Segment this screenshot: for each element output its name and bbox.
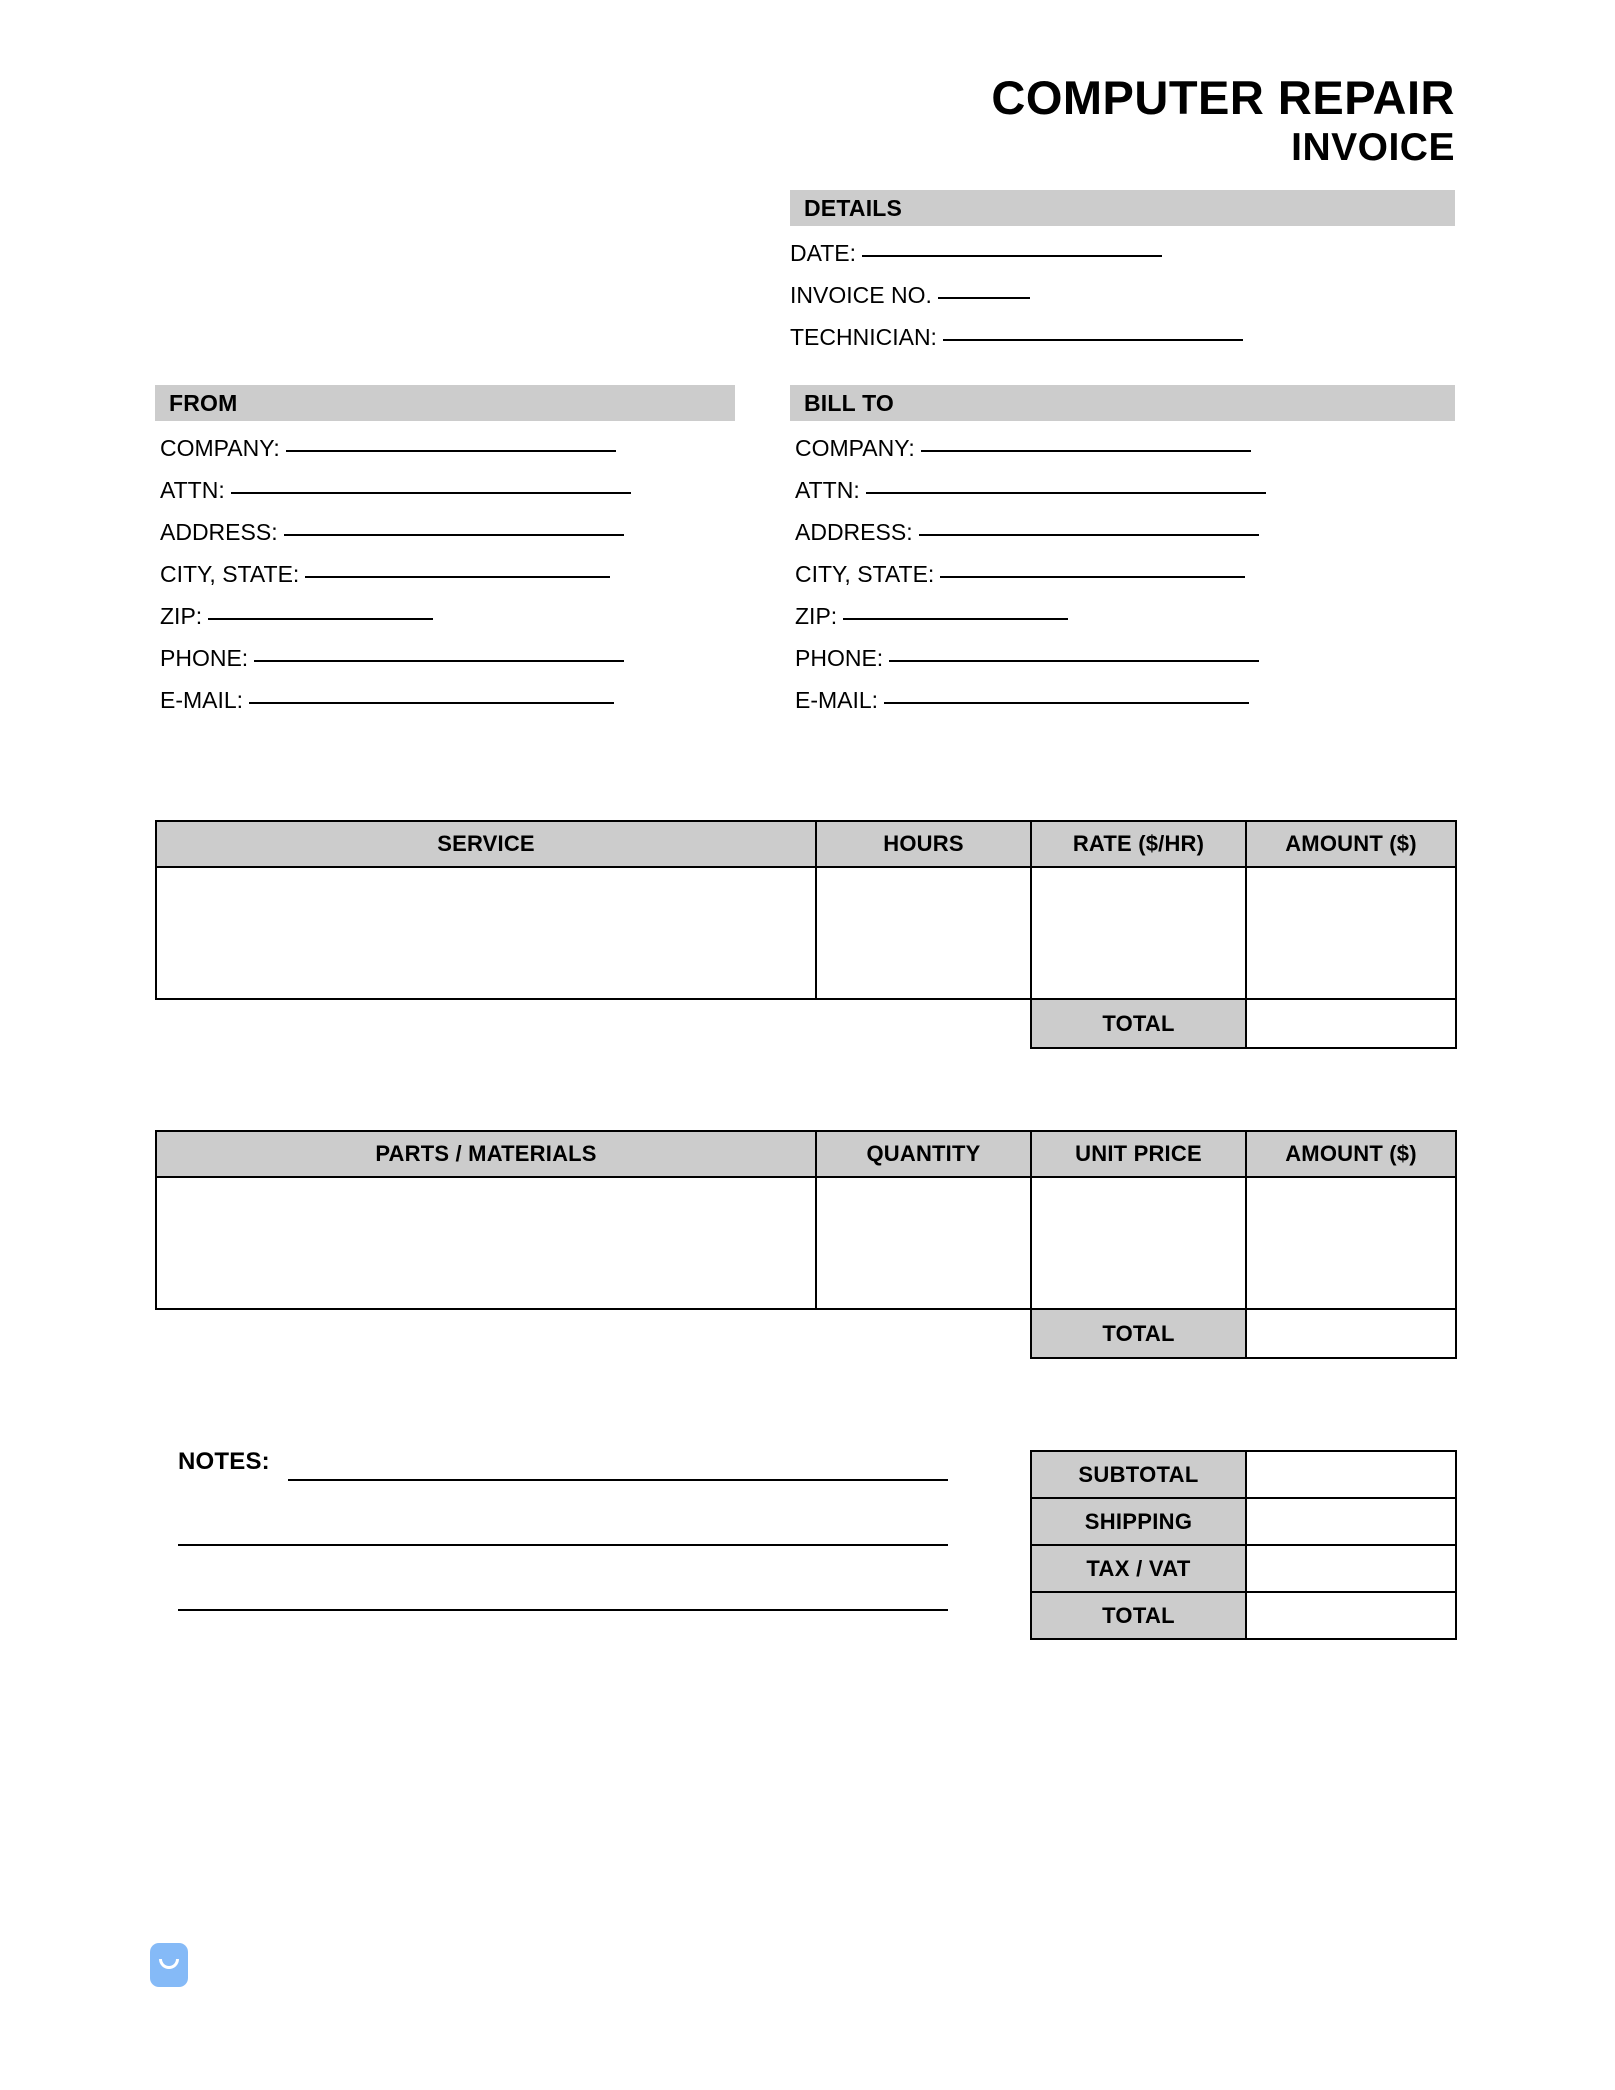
details-field-input-1[interactable] (938, 297, 1030, 299)
from-heading: FROM (155, 385, 735, 421)
bill-to-field-label-5: PHONE: (795, 645, 884, 671)
parts-total-row (156, 1309, 1456, 1358)
from-field-row-3 (160, 553, 760, 595)
bill-to-field-input-2[interactable] (919, 534, 1259, 536)
bill-to-field-row-5 (795, 637, 1455, 679)
parts-col-unit-price: UNIT PRICE (1031, 1131, 1246, 1177)
service-total-spacer-2 (816, 999, 1031, 1048)
bill-to-field-input-3[interactable] (940, 576, 1245, 578)
parts-total-spacer-1 (156, 1309, 816, 1358)
service-table (155, 820, 1457, 1049)
service-total-value[interactable] (1246, 999, 1456, 1048)
service-col-amount: AMOUNT ($) (1246, 821, 1456, 867)
notes-line-3[interactable] (178, 1609, 948, 1611)
parts-table-row (156, 1177, 1456, 1309)
from-field-input-2[interactable] (284, 534, 624, 536)
details-field-row-2 (790, 316, 1455, 358)
title-main: COMPUTER REPAIR (991, 71, 1455, 124)
notes-line-1[interactable] (288, 1479, 948, 1481)
from-field-row-1 (160, 469, 760, 511)
details-field-row-1 (790, 274, 1455, 316)
parts-cell-amount[interactable] (1246, 1177, 1456, 1309)
service-cell-amount[interactable] (1246, 867, 1456, 999)
summary-value-total[interactable] (1246, 1592, 1456, 1639)
from-field-label-4: ZIP: (160, 603, 203, 629)
summary-table (1030, 1450, 1457, 1640)
from-field-input-0[interactable] (286, 450, 616, 452)
parts-total-value[interactable] (1246, 1309, 1456, 1358)
details-heading: DETAILS (790, 190, 1455, 226)
details-field-row-0 (790, 232, 1455, 274)
service-total-spacer-1 (156, 999, 816, 1048)
bill-to-field-input-1[interactable] (866, 492, 1266, 494)
parts-cell-quantity[interactable] (816, 1177, 1031, 1309)
service-total-row (156, 999, 1456, 1048)
summary-row (1031, 1451, 1456, 1498)
summary-value-subtotal[interactable] (1246, 1451, 1456, 1498)
bill-to-field-row-6 (795, 679, 1455, 721)
summary-label-subtotal: SUBTOTAL (1031, 1451, 1246, 1498)
from-field-row-4 (160, 595, 760, 637)
summary-label-shipping: SHIPPING (1031, 1498, 1246, 1545)
bill-to-field-input-6[interactable] (884, 702, 1249, 704)
parts-cell-parts[interactable] (156, 1177, 816, 1309)
parts-col-amount: AMOUNT ($) (1246, 1131, 1456, 1177)
bill-to-field-label-6: E-MAIL: (795, 687, 879, 713)
bill-to-field-label-4: ZIP: (795, 603, 838, 629)
service-col-hours: HOURS (816, 821, 1031, 867)
details-field-label-1: INVOICE NO. (790, 282, 932, 308)
smile-arc-icon (159, 1959, 179, 1969)
service-col-service: SERVICE (156, 821, 816, 867)
parts-table (155, 1130, 1457, 1359)
from-field-input-5[interactable] (254, 660, 624, 662)
bill-to-field-row-2 (795, 511, 1455, 553)
page-title (155, 72, 1455, 172)
summary-value-shipping[interactable] (1246, 1498, 1456, 1545)
from-field-input-3[interactable] (305, 576, 610, 578)
summary-label-total: TOTAL (1031, 1592, 1246, 1639)
from-field-label-2: ADDRESS: (160, 519, 278, 545)
from-field-input-1[interactable] (231, 492, 631, 494)
service-cell-hours[interactable] (816, 867, 1031, 999)
from-field-input-6[interactable] (249, 702, 614, 704)
notes-line-2[interactable] (178, 1544, 948, 1546)
parts-col-quantity: QUANTITY (816, 1131, 1031, 1177)
parts-total-spacer-2 (816, 1309, 1031, 1358)
bill-to-field-input-4[interactable] (843, 618, 1068, 620)
service-col-rate: RATE ($/HR) (1031, 821, 1246, 867)
from-field-row-5 (160, 637, 760, 679)
bill-to-field-row-3 (795, 553, 1455, 595)
title-sub: INVOICE (1291, 126, 1455, 169)
summary-row (1031, 1545, 1456, 1592)
details-field-input-0[interactable] (862, 255, 1162, 257)
details-field-input-2[interactable] (943, 339, 1243, 341)
service-cell-service[interactable] (156, 867, 816, 999)
bill-to-fields (795, 427, 1455, 721)
parts-cell-unit-price[interactable] (1031, 1177, 1246, 1309)
bill-to-field-label-3: CITY, STATE: (795, 561, 935, 587)
bill-to-field-label-0: COMPANY: (795, 435, 915, 461)
from-field-label-1: ATTN: (160, 477, 225, 503)
bill-to-field-row-0 (795, 427, 1455, 469)
details-field-label-2: TECHNICIAN: (790, 324, 937, 350)
details-fields (790, 232, 1455, 358)
bill-to-field-row-1 (795, 469, 1455, 511)
summary-value-tax-vat[interactable] (1246, 1545, 1456, 1592)
parts-table-header-row (156, 1131, 1456, 1177)
bill-to-field-input-0[interactable] (921, 450, 1251, 452)
bill-to-field-label-1: ATTN: (795, 477, 860, 503)
parts-total-label: TOTAL (1031, 1309, 1246, 1358)
from-field-row-0 (160, 427, 760, 469)
smile-logo (150, 1943, 188, 1987)
from-field-row-2 (160, 511, 760, 553)
service-table-row (156, 867, 1456, 999)
bill-to-field-input-5[interactable] (889, 660, 1259, 662)
from-field-label-3: CITY, STATE: (160, 561, 300, 587)
summary-label-tax-vat: TAX / VAT (1031, 1545, 1246, 1592)
parts-col-parts: PARTS / MATERIALS (156, 1131, 816, 1177)
from-fields (160, 427, 760, 721)
details-field-label-0: DATE: (790, 240, 857, 266)
service-table-header-row (156, 821, 1456, 867)
from-field-label-0: COMPANY: (160, 435, 280, 461)
bill-to-field-row-4 (795, 595, 1455, 637)
bill-to-heading: BILL TO (790, 385, 1455, 421)
service-total-label: TOTAL (1031, 999, 1246, 1048)
bill-to-field-label-2: ADDRESS: (795, 519, 913, 545)
summary-row (1031, 1592, 1456, 1639)
service-cell-rate[interactable] (1031, 867, 1246, 999)
summary-row (1031, 1498, 1456, 1545)
from-field-input-4[interactable] (208, 618, 433, 620)
from-field-label-6: E-MAIL: (160, 687, 244, 713)
from-field-row-6 (160, 679, 760, 721)
from-field-label-5: PHONE: (160, 645, 249, 671)
notes-label: NOTES: (178, 1448, 270, 1475)
notes-block (178, 1447, 968, 1597)
